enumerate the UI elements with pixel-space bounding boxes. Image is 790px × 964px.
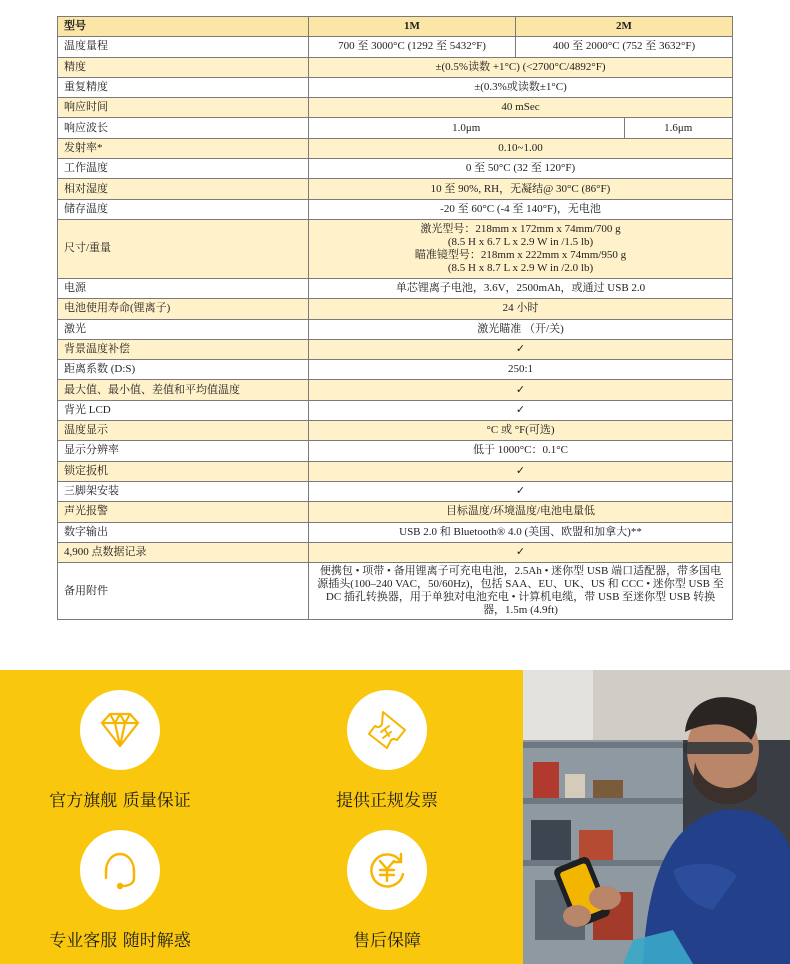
feature-icon-circle bbox=[347, 830, 427, 910]
table-row bbox=[58, 461, 733, 481]
row-value: 单芯锂离子电池，3.6V，2500mAh，或通过 USB 2.0 bbox=[309, 278, 733, 298]
row-value: 24 小时 bbox=[309, 299, 733, 319]
row-label: 响应波长 bbox=[58, 118, 309, 138]
row-value: -20 至 60°C (-4 至 140°F)，无电池 bbox=[309, 199, 733, 219]
row-value-2m: 400 至 2000°C (752 至 3632°F) bbox=[516, 37, 733, 57]
ticket-icon bbox=[365, 708, 409, 752]
row-value-dimensions bbox=[309, 219, 733, 278]
table-header-row bbox=[58, 17, 733, 37]
table-row bbox=[58, 98, 733, 118]
table-row bbox=[58, 278, 733, 298]
row-value: 40 mSec bbox=[309, 98, 733, 118]
row-label: 距离系数 (D:S) bbox=[58, 360, 309, 380]
feature-aftersales bbox=[287, 830, 487, 951]
feature-support bbox=[20, 830, 220, 951]
row-value-2m: 1.6μm bbox=[624, 118, 733, 138]
table-row bbox=[58, 522, 733, 542]
row-label: 电池使用寿命(锂离子) bbox=[58, 299, 309, 319]
table-row bbox=[58, 441, 733, 461]
technician-illustration bbox=[523, 670, 790, 964]
row-label: 储存温度 bbox=[58, 199, 309, 219]
row-label: 显示分辨率 bbox=[58, 441, 309, 461]
row-value: 0.10~1.00 bbox=[309, 138, 733, 158]
check-mark: ✓ bbox=[309, 400, 733, 420]
headset-icon bbox=[98, 848, 142, 892]
row-value: 250:1 bbox=[309, 360, 733, 380]
feature-invoice bbox=[287, 690, 487, 811]
row-value: ±(0.3%或读数±1°C) bbox=[309, 77, 733, 97]
row-label: 相对湿度 bbox=[58, 179, 309, 199]
table-row bbox=[58, 360, 733, 380]
spec-table bbox=[57, 16, 733, 620]
feature-icon-circle bbox=[80, 690, 160, 770]
table-row bbox=[58, 179, 733, 199]
yen-refresh-icon bbox=[365, 848, 409, 892]
row-label: 备用附件 bbox=[58, 563, 309, 620]
spec-table-container bbox=[57, 16, 733, 620]
header-2m: 2M bbox=[516, 17, 733, 37]
table-row bbox=[58, 339, 733, 359]
table-row bbox=[58, 77, 733, 97]
table-row bbox=[58, 542, 733, 562]
table-row bbox=[58, 400, 733, 420]
feature-label: 专业客服 随时解惑 bbox=[49, 931, 191, 951]
row-value: USB 2.0 和 Bluetooth® 4.0 (美国、欧盟和加拿大)** bbox=[309, 522, 733, 542]
check-mark: ✓ bbox=[309, 481, 733, 501]
table-row bbox=[58, 57, 733, 77]
table-row bbox=[58, 118, 733, 138]
table-row bbox=[58, 159, 733, 179]
row-value-1m: 1.0μm bbox=[309, 118, 625, 138]
row-value: 0 至 50°C (32 至 120°F) bbox=[309, 159, 733, 179]
table-row bbox=[58, 319, 733, 339]
row-label: 声光报警 bbox=[58, 502, 309, 522]
row-label: 数字输出 bbox=[58, 522, 309, 542]
row-label: 背景温度补偿 bbox=[58, 339, 309, 359]
row-value: °C 或 °F(可选) bbox=[309, 421, 733, 441]
row-label: 尺寸/重量 bbox=[58, 219, 309, 278]
table-row bbox=[58, 421, 733, 441]
feature-icon-circle bbox=[347, 690, 427, 770]
table-row bbox=[58, 219, 733, 278]
row-value-accessories: 便携包 • 项带 • 备用锂离子可充电电池，2.5Ah • 迷你型 USB 端口适配器，带多国电源插头(100–240 VAC，50/60Hz)，包括 SAA、EU、UK、US 和 CCC • 迷你型 USB 至 DC 插孔转换器，用于单独对电池充电 • 计算机电缆，带 USB 至迷你型 USB 转换器，1.5m (4.9ft) bbox=[309, 563, 733, 620]
feature-label: 官方旗舰 质量保证 bbox=[49, 791, 191, 811]
row-value-1m: 700 至 3000°C (1292 至 5432°F) bbox=[309, 37, 516, 57]
header-1m: 1M bbox=[309, 17, 516, 37]
table-row bbox=[58, 481, 733, 501]
header-model: 型号 bbox=[58, 17, 309, 37]
check-mark: ✓ bbox=[309, 380, 733, 400]
table-row bbox=[58, 138, 733, 158]
row-value: 目标温度/环境温度/电池电量低 bbox=[309, 502, 733, 522]
row-value: 激光瞄准 （开/关) bbox=[309, 319, 733, 339]
table-row bbox=[58, 199, 733, 219]
row-label: 温度显示 bbox=[58, 421, 309, 441]
row-label: 背光 LCD bbox=[58, 400, 309, 420]
table-row bbox=[58, 37, 733, 57]
row-value: ±(0.5%读数 +1°C) (<2700°C/4892°F) bbox=[309, 57, 733, 77]
dimension-line: (8.5 H x 8.7 L x 2.9 W in /2.0 lb) bbox=[447, 261, 594, 274]
dimension-line: 激光型号：218mm x 172mm x 74mm/700 g bbox=[420, 222, 621, 235]
dimension-line: 瞄准镜型号：218mm x 222mm x 74mm/950 g bbox=[414, 248, 627, 261]
service-banner bbox=[0, 670, 790, 964]
feature-icon-circle bbox=[80, 830, 160, 910]
check-mark: ✓ bbox=[309, 339, 733, 359]
dimension-line: (8.5 H x 6.7 L x 2.9 W in /1.5 lb) bbox=[447, 235, 594, 248]
feature-label: 售后保障 bbox=[353, 931, 421, 951]
feature-quality bbox=[20, 690, 220, 811]
row-label: 激光 bbox=[58, 319, 309, 339]
row-label: 电源 bbox=[58, 278, 309, 298]
row-value: 低于 1000°C：0.1°C bbox=[309, 441, 733, 461]
check-mark: ✓ bbox=[309, 461, 733, 481]
table-row bbox=[58, 299, 733, 319]
row-label: 响应时间 bbox=[58, 98, 309, 118]
table-row bbox=[58, 502, 733, 522]
row-label: 三脚架安装 bbox=[58, 481, 309, 501]
feature-label: 提供正规发票 bbox=[336, 791, 438, 811]
row-label: 工作温度 bbox=[58, 159, 309, 179]
row-label: 重复精度 bbox=[58, 77, 309, 97]
row-label: 最大值、最小值、差值和平均值温度 bbox=[58, 380, 309, 400]
row-label: 4,900 点数据记录 bbox=[58, 542, 309, 562]
row-value: 10 至 90%, RH，无凝结@ 30°C (86°F) bbox=[309, 179, 733, 199]
check-mark: ✓ bbox=[309, 542, 733, 562]
table-row bbox=[58, 380, 733, 400]
row-label: 精度 bbox=[58, 57, 309, 77]
row-label: 锁定扳机 bbox=[58, 461, 309, 481]
technician-photo bbox=[523, 670, 790, 964]
row-label: 温度量程 bbox=[58, 37, 309, 57]
diamond-icon bbox=[98, 708, 142, 752]
table-row bbox=[58, 563, 733, 620]
row-label: 发射率* bbox=[58, 138, 309, 158]
